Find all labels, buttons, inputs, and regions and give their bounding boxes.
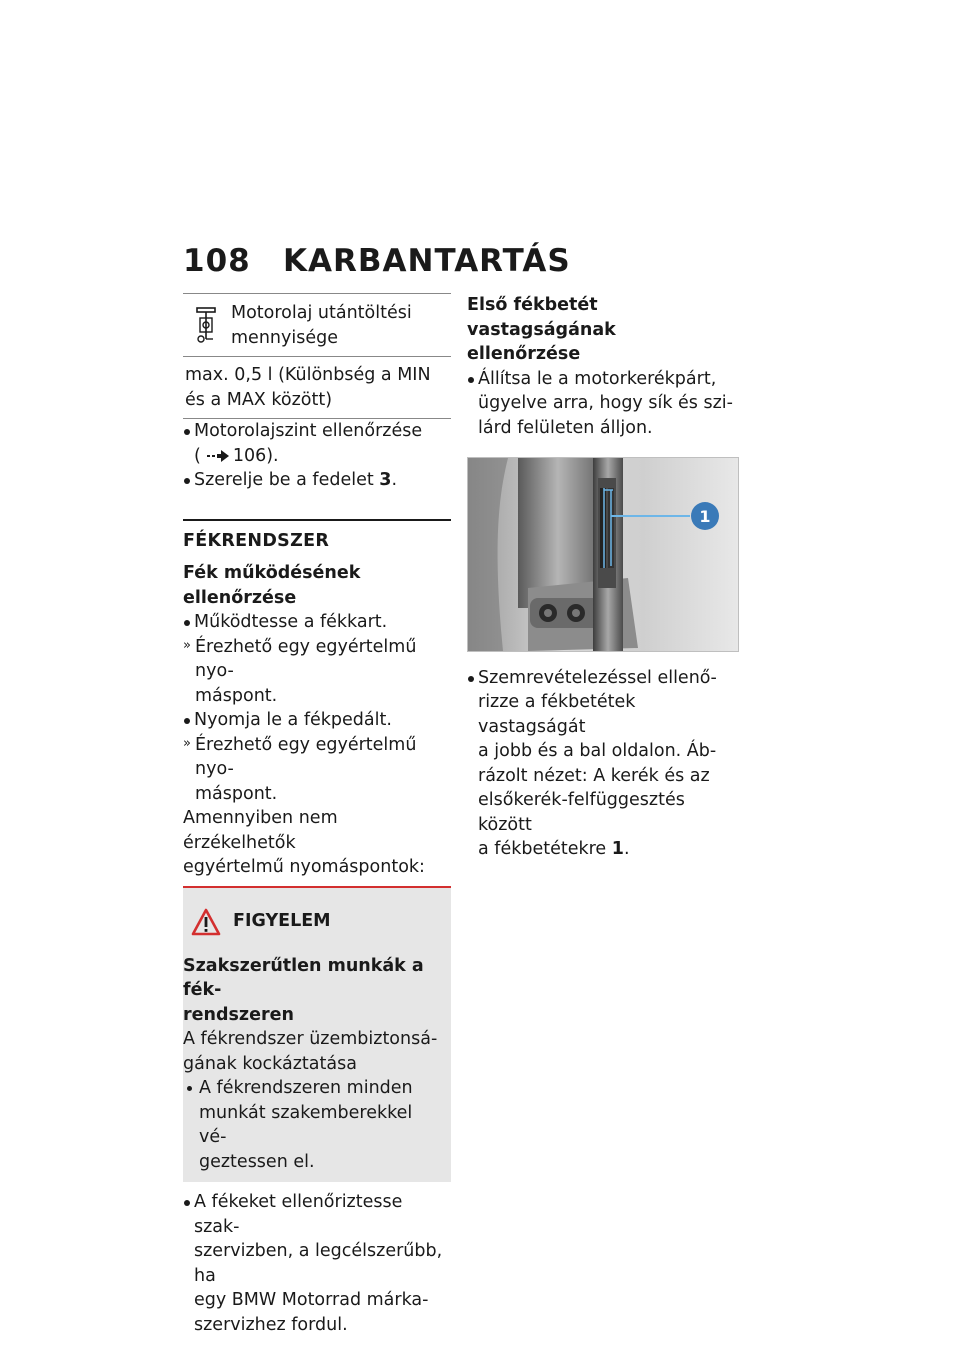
- warning-label: FIGYELEM: [233, 911, 331, 932]
- warning-triangle-icon: [191, 908, 221, 936]
- condition-text: Amennyiben nem érzékelhetők egyértelmű nyomáspontok:: [183, 808, 425, 877]
- section-title: FÉKRENDSZER: [183, 530, 330, 551]
- subsection-title-brake-pads: Első fékbetét vastagságának ellenőrzése: [467, 295, 616, 364]
- spec-table: [183, 293, 451, 419]
- step-brake-service: A fékeket ellenőriztesse szak- szervizben, a legcélszerűbb, ha egy BMW Motorrad márka- szervizhez fordul.: [183, 1190, 451, 1337]
- warning-instruction: A fékrendszeren minden munkát szakemberekkel vé- geztessen el.: [183, 1076, 445, 1174]
- section-divider: [183, 519, 451, 521]
- warning-box: [183, 886, 451, 1183]
- right-column: [467, 293, 739, 862]
- result-pressure-point-1: » Érezhető egy egyértelmű nyo- máspont.: [183, 635, 451, 709]
- oil-dipstick-icon: [183, 301, 229, 347]
- reference-arrow-icon: [207, 450, 229, 462]
- subsection-title: Fék működésének ellenőrzése: [183, 563, 361, 608]
- step-park-motorcycle: Állítsa le a motorkerékpárt, ügyelve arra, hogy sík és szi- lárd felületen álljon.: [467, 367, 739, 441]
- result-arrow-icon: »: [183, 637, 191, 653]
- step-operate-brake-lever: Működtesse a fékkart.: [183, 610, 451, 635]
- warning-subtitle: Szakszerűtlen munkák a fék- rendszeren: [183, 955, 424, 1025]
- result-pressure-point-2: » Érezhető egy egyértelmű nyo- máspont.: [183, 733, 451, 807]
- spec-value: max. 0,5 l (Különbség a MIN és a MAX között): [185, 365, 431, 410]
- warning-consequence: A fékrendszer üzembiztonsá- gának kockáztatása: [183, 1029, 438, 1074]
- left-column: [183, 293, 451, 1337]
- step-visual-inspection: Szemrevételezéssel ellenő- rizze a fékbetétek vastagságát a jobb és a bal oldalon. Áb- rázolt nézet: A kerék és az elsőkerék-felfüggesztés között a fékbetétekre 1.: [467, 666, 739, 862]
- step-install-cover: Szerelje be a fedelet 3.: [183, 468, 451, 493]
- step-check-oil-level: Motorolajszint ellenőrzése ( 106).: [183, 419, 451, 468]
- page-reference: ( 106).: [194, 445, 279, 466]
- chapter-title: KARBANTARTÁS: [283, 243, 571, 279]
- brake-caliper-photo: [467, 457, 739, 652]
- spec-title: Motorolaj utántöltési mennyisége: [231, 303, 412, 348]
- callout-number: 1: [699, 507, 711, 526]
- step-press-brake-pedal: Nyomja le a fékpedált.: [183, 708, 451, 733]
- spec-header: [183, 294, 451, 357]
- result-arrow-icon: »: [183, 735, 191, 751]
- page-number: 108: [183, 243, 251, 279]
- warning-header: [183, 904, 445, 940]
